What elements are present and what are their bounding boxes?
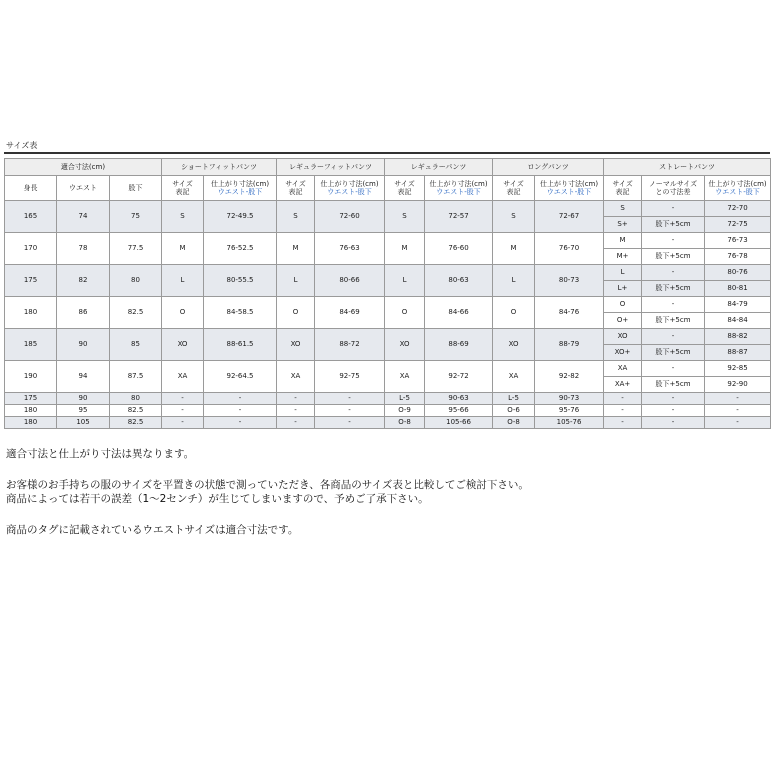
extra-cell: - [204,393,277,405]
col-size-l1: サイズ [172,179,193,188]
size-cell: XO [385,329,425,361]
note-2: お客様のお手持ちの服のサイズを平置きの状態で測っていただき、各商品のサイズ表と比較してご検討下さい。 [6,479,529,491]
extra-cell: - [315,393,385,405]
height-cell: 185 [5,329,57,361]
extra-cell: - [315,405,385,417]
inseam-cell: 87.5 [110,361,162,393]
size-cell: O [277,297,315,329]
finish-cell: 72-49.5 [204,201,277,233]
waist-cell: 78 [57,233,110,265]
divider [4,152,770,154]
col-finish-l1: 仕上がり寸法(cm) [708,179,767,188]
extra-cell: 90-73 [535,393,604,405]
straight-finish-cell: 92-90 [705,377,771,393]
size-cell: S [385,201,425,233]
note-1: 適合寸法と仕上がり寸法は異なります。 [6,448,195,460]
inseam-cell: 77.5 [110,233,162,265]
col-size [277,176,315,201]
col-finish-l2: ウエスト-股下 [546,188,592,196]
finish-cell: 80-63 [425,265,493,297]
col-finish-l1: 仕上がり寸法(cm) [539,179,599,188]
straight-finish-cell: 88-87 [705,345,771,361]
height-cell: 165 [5,201,57,233]
inseam-cell: 75 [110,201,162,233]
extra-cell: O-8 [493,417,535,429]
straight-diff-cell: 股下+5cm [642,313,705,329]
extra-cell: 82.5 [110,405,162,417]
extra-cell: 105 [57,417,110,429]
extra-cell: 180 [5,417,57,429]
extra-cell: 82.5 [110,417,162,429]
col-size-l2: 表記 [397,188,412,196]
header-fit: 適合寸法(cm) [5,159,162,176]
finish-cell: 76-60 [425,233,493,265]
straight-finish-cell: 72-75 [705,217,771,233]
extra-cell: - [642,405,705,417]
finish-cell: 88-61.5 [204,329,277,361]
straight-size-cell: XA [604,361,642,377]
straight-finish-cell: 76-78 [705,249,771,265]
inseam-cell: 80 [110,265,162,297]
size-cell: L [385,265,425,297]
col-size-l2: 表記 [506,188,521,196]
col-finish [425,176,493,201]
straight-diff-cell: 股下+5cm [642,345,705,361]
straight-size-cell: M [604,233,642,249]
col-size [604,176,642,201]
header-long: ロングパンツ [493,159,604,176]
finish-cell: 92-75 [315,361,385,393]
table-row [5,233,771,249]
col-finish-l1: 仕上がり寸法(cm) [429,179,488,188]
size-cell: O [162,297,204,329]
table-row [5,417,771,429]
header-straight: ストレートパンツ [604,159,771,176]
waist-cell: 82 [57,265,110,297]
col-finish [705,176,771,201]
col-size-l1: サイズ [394,179,415,188]
finish-cell: 88-72 [315,329,385,361]
extra-cell: - [204,417,277,429]
straight-finish-cell: 84-79 [705,297,771,313]
table-row [5,297,771,313]
straight-size-cell: S+ [604,217,642,233]
col-size-l1: サイズ [612,179,633,188]
height-cell: 180 [5,297,57,329]
waist-cell: 74 [57,201,110,233]
extra-cell: - [604,405,642,417]
col-finish-l1: 仕上がり寸法(cm) [320,179,379,188]
size-cell: XO [162,329,204,361]
finish-cell: 92-72 [425,361,493,393]
table-row [5,329,771,345]
size-cell: XA [385,361,425,393]
straight-size-cell: XA+ [604,377,642,393]
size-cell: XO [493,329,535,361]
col-finish [535,176,604,201]
extra-cell: - [277,393,315,405]
waist-cell: 94 [57,361,110,393]
size-cell: XA [493,361,535,393]
extra-cell: - [204,405,277,417]
finish-cell: 92-64.5 [204,361,277,393]
size-cell: M [277,233,315,265]
height-cell: 170 [5,233,57,265]
size-cell: L [277,265,315,297]
straight-finish-cell: 80-81 [705,281,771,297]
size-cell: M [385,233,425,265]
size-cell: XA [277,361,315,393]
straight-diff-cell: 股下+5cm [642,217,705,233]
straight-diff-cell: - [642,297,705,313]
extra-cell: 90-63 [425,393,493,405]
header-regular: レギュラーパンツ [385,159,493,176]
extra-cell: - [705,393,771,405]
extra-cell: L-5 [493,393,535,405]
extra-cell: 180 [5,405,57,417]
col-finish-l2: ウエスト-股下 [715,188,760,196]
col-finish-l1: 仕上がり寸法(cm) [210,179,270,188]
extra-cell: O-6 [493,405,535,417]
col-normal-l2: との寸法差 [655,188,691,196]
straight-diff-cell: - [642,329,705,345]
extra-cell: 95 [57,405,110,417]
straight-finish-cell: 76-73 [705,233,771,249]
extra-cell: 95-66 [425,405,493,417]
straight-diff-cell: - [642,233,705,249]
extra-cell: 105-76 [535,417,604,429]
col-normal-l1: ノーマルサイズ [648,179,698,188]
straight-size-cell: XO+ [604,345,642,361]
inseam-cell: 82.5 [110,297,162,329]
finish-cell: 92-82 [535,361,604,393]
finish-cell: 76-70 [535,233,604,265]
straight-diff-cell: 股下+5cm [642,281,705,297]
finish-cell: 84-58.5 [204,297,277,329]
col-normal-diff [642,176,705,201]
size-cell: XA [162,361,204,393]
finish-cell: 72-57 [425,201,493,233]
size-cell: S [162,201,204,233]
straight-finish-cell: 92-85 [705,361,771,377]
size-cell: S [493,201,535,233]
extra-cell: - [162,405,204,417]
extra-cell: - [604,417,642,429]
straight-diff-cell: - [642,265,705,281]
col-finish-l2: ウエスト-股下 [217,188,263,196]
finish-cell: 72-60 [315,201,385,233]
extra-cell: - [642,417,705,429]
straight-finish-cell: 72-70 [705,201,771,217]
col-size [493,176,535,201]
extra-cell: - [277,405,315,417]
note-3: 商品によっては若干の誤差（1～2センチ）が生じてしまいますので、予めご了承下さい。 [6,493,429,505]
extra-cell: 80 [110,393,162,405]
extra-cell: O-9 [385,405,425,417]
table-row [5,405,771,417]
extra-cell: - [604,393,642,405]
table-row [5,201,771,217]
straight-diff-cell: 股下+5cm [642,249,705,265]
finish-cell: 84-66 [425,297,493,329]
col-size-l1: サイズ [285,179,306,188]
finish-cell: 80-73 [535,265,604,297]
straight-size-cell: O+ [604,313,642,329]
col-finish-l2: ウエスト-股下 [436,188,481,196]
straight-size-cell: M+ [604,249,642,265]
size-cell: O [385,297,425,329]
table-row [5,361,771,377]
col-size [385,176,425,201]
finish-cell: 88-79 [535,329,604,361]
straight-diff-cell: - [642,201,705,217]
extra-cell: - [705,417,771,429]
straight-size-cell: L+ [604,281,642,297]
extra-cell: 90 [57,393,110,405]
header-regular-fit: レギュラーフィットパンツ [277,159,385,176]
finish-cell: 84-69 [315,297,385,329]
table-row [5,393,771,405]
col-finish [204,176,277,201]
size-table [4,158,771,429]
straight-finish-cell: 84-84 [705,313,771,329]
extra-cell: - [277,417,315,429]
size-cell: XO [277,329,315,361]
straight-size-cell: XO [604,329,642,345]
size-cell: S [277,201,315,233]
col-size-l2: 表記 [175,188,190,196]
size-cell: M [162,233,204,265]
straight-finish-cell: 88-82 [705,329,771,345]
finish-cell: 76-52.5 [204,233,277,265]
extra-cell: 175 [5,393,57,405]
col-size-l2: 表記 [288,188,303,196]
col-finish [315,176,385,201]
straight-diff-cell: - [642,361,705,377]
extra-cell: O-8 [385,417,425,429]
extra-cell: - [705,405,771,417]
col-waist: ウエスト [57,176,110,201]
extra-cell: 105-66 [425,417,493,429]
finish-cell: 76-63 [315,233,385,265]
straight-size-cell: O [604,297,642,313]
finish-cell: 72-67 [535,201,604,233]
waist-cell: 90 [57,329,110,361]
straight-size-cell: L [604,265,642,281]
height-cell: 190 [5,361,57,393]
size-cell: L [493,265,535,297]
straight-size-cell: S [604,201,642,217]
extra-cell: - [642,393,705,405]
header-short-fit: ショートフィットパンツ [162,159,277,176]
finish-cell: 84-76 [535,297,604,329]
inseam-cell: 85 [110,329,162,361]
header-row-columns [5,176,771,201]
waist-cell: 86 [57,297,110,329]
col-size-l1: サイズ [503,179,524,188]
col-height: 身長 [5,176,57,201]
straight-diff-cell: 股下+5cm [642,377,705,393]
note-4: 商品のタグに記載されているウエストサイズは適合寸法です。 [6,524,299,536]
straight-finish-cell: 80-76 [705,265,771,281]
extra-cell: - [315,417,385,429]
extra-cell: - [162,417,204,429]
table-caption: サイズ表 [6,141,38,150]
extra-cell: 95-76 [535,405,604,417]
col-finish-l2: ウエスト-股下 [327,188,372,196]
col-inseam: 股下 [110,176,162,201]
finish-cell: 80-55.5 [204,265,277,297]
size-cell: O [493,297,535,329]
table-row [5,265,771,281]
size-cell: M [493,233,535,265]
finish-cell: 88-69 [425,329,493,361]
finish-cell: 80-66 [315,265,385,297]
col-size-l2: 表記 [615,188,630,196]
height-cell: 175 [5,265,57,297]
size-cell: L [162,265,204,297]
extra-cell: - [162,393,204,405]
extra-cell: L-5 [385,393,425,405]
header-row-groups [5,159,771,176]
col-size [162,176,204,201]
